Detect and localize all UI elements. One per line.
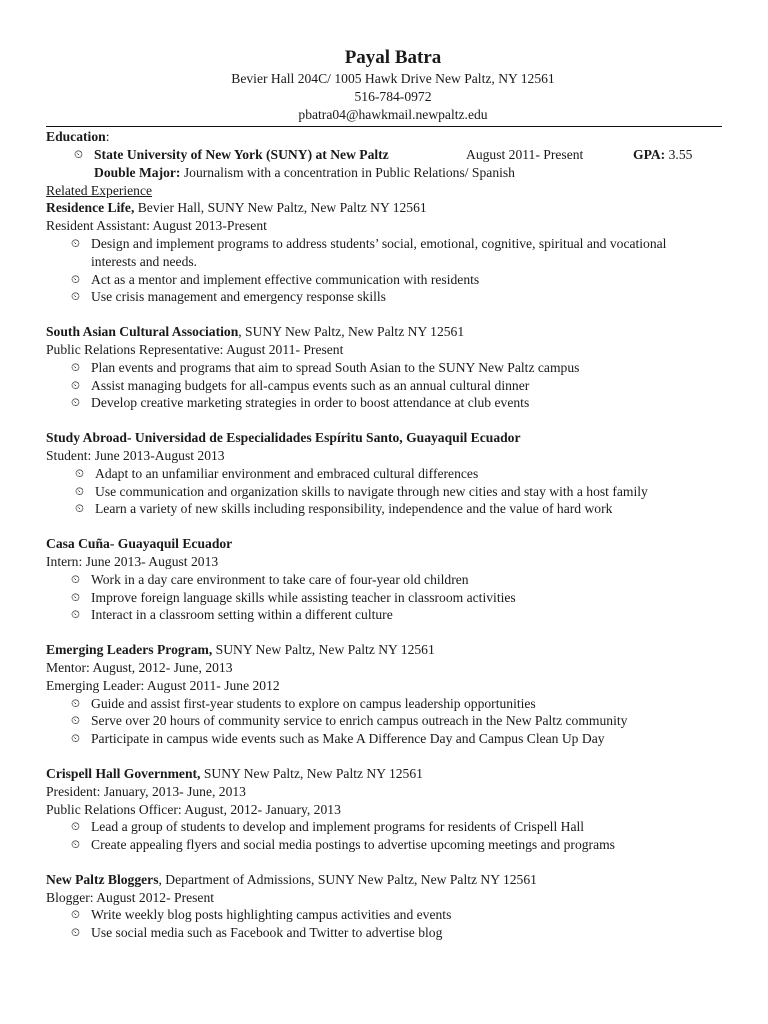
- list-item: [46, 818, 722, 836]
- experience-section: [46, 535, 722, 624]
- bullet-text: Create appealing flyers and social media postings to advertise upcoming meetings and programs: [91, 837, 615, 853]
- section-spacer: [46, 748, 722, 765]
- experience-role: Emerging Leader: August 2011- June 2012: [46, 677, 280, 693]
- experience-org-line: [46, 871, 722, 889]
- related-experience-heading: Related Experience: [46, 182, 153, 198]
- bullet-text: Use communication and organization skills to navigate through new cities and stay with a host family: [95, 483, 648, 499]
- experience-bullets: [46, 695, 722, 748]
- bullet-text: Plan events and programs that aim to spread South Asian to the SUNY New Paltz campus: [91, 359, 580, 375]
- education-school-row: [46, 146, 722, 164]
- bullet-text: Use crisis management and emergency response skills: [91, 289, 386, 305]
- experience-role: Public Relations Representative: August 2011- Present: [46, 341, 344, 357]
- section-spacer: [46, 854, 722, 871]
- experience-role: Resident Assistant: August 2013-Present: [46, 218, 267, 234]
- bullet-text: Act as a mentor and implement effective communication with residents: [91, 271, 480, 287]
- clock-icon: ⏲: [71, 271, 80, 286]
- bullet-text: Develop creative marketing strategies in order to boost attendance at club events: [91, 395, 530, 411]
- experience-section: [46, 323, 722, 412]
- section-spacer: [46, 306, 722, 323]
- bullet-text: Adapt to an unfamiliar environment and embraced cultural differences: [95, 465, 479, 481]
- bullet-text: Serve over 20 hours of community service to enrich campus outreach in the New Paltz community: [91, 713, 628, 729]
- education-dates: August 2011- Present: [466, 146, 584, 162]
- clock-icon: ⏲: [74, 146, 83, 161]
- header-divider: [46, 126, 722, 127]
- experience-org: Casa Cuña- Guayaquil Ecuador: [46, 536, 233, 552]
- clock-icon: ⏲: [71, 713, 80, 728]
- list-item: [46, 589, 722, 607]
- experience-role: Public Relations Officer: August, 2012- January, 2013: [46, 801, 341, 817]
- experience-location: , SUNY New Paltz, New Paltz NY 12561: [238, 324, 465, 340]
- experience-role: Mentor: August, 2012- June, 2013: [46, 659, 233, 675]
- clock-icon: ⏲: [71, 731, 80, 746]
- clock-icon: ⏲: [71, 907, 80, 922]
- experience-org-line: [46, 765, 722, 783]
- experience-location: SUNY New Paltz, New Paltz NY 12561: [212, 642, 435, 658]
- list-item: [46, 465, 722, 483]
- section-spacer: [46, 624, 722, 641]
- experience-org: South Asian Cultural Association: [46, 324, 239, 340]
- bullet-text: Improve foreign language skills while assisting teacher in classroom activities: [91, 589, 516, 605]
- list-item: [46, 394, 722, 412]
- experience-org-line: [46, 429, 722, 447]
- education-heading-label: Education: [46, 129, 106, 144]
- clock-icon: ⏲: [75, 465, 84, 480]
- experience-bullets: [46, 818, 722, 854]
- clock-icon: ⏲: [71, 395, 80, 410]
- clock-icon: ⏲: [71, 377, 80, 392]
- list-item: [46, 924, 722, 942]
- bullet-text: Learn a variety of new skills including responsibility, independence and the value of hard work: [95, 501, 613, 517]
- bullet-text: Assist managing budgets for all-campus events such as an annual cultural dinner: [91, 377, 530, 393]
- experience-bullets: [46, 465, 722, 518]
- clock-icon: ⏲: [71, 589, 80, 604]
- clock-icon: ⏲: [71, 695, 80, 710]
- bullet-text: Work in a day care environment to take care of four-year old children: [91, 571, 469, 587]
- education-major-row: [46, 164, 722, 182]
- experience-section: [46, 199, 722, 306]
- list-item: [46, 836, 722, 854]
- bullet-text: Guide and assist first-year students to explore on campus leadership opportunities: [91, 695, 536, 711]
- clock-icon: ⏲: [71, 289, 80, 304]
- list-item: [46, 606, 722, 624]
- list-item: [46, 906, 722, 924]
- resume-header: [46, 46, 722, 124]
- experience-org-line: [46, 641, 722, 659]
- experience-org: New Paltz Bloggers: [46, 871, 159, 887]
- list-item: [46, 377, 722, 395]
- list-item: [46, 571, 722, 589]
- clock-icon: ⏲: [71, 235, 80, 250]
- major-label: Double Major:: [94, 164, 181, 180]
- clock-icon: ⏲: [71, 925, 80, 940]
- list-item: [46, 730, 722, 748]
- experience-location: Bevier Hall, SUNY New Paltz, New Paltz NY 12561: [134, 200, 427, 216]
- experience-section: [46, 765, 722, 854]
- bullet-text: Design and implement programs to address students’ social, emotional, cognitive, spiritual and vocational interests and needs.: [91, 235, 667, 269]
- school-name: State University of New York (SUNY) at New Paltz: [94, 146, 389, 162]
- experience-location: SUNY New Paltz, New Paltz NY 12561: [200, 765, 423, 781]
- address: Bevier Hall 204C/ 1005 Hawk Drive New Paltz, NY 12561: [231, 71, 555, 86]
- resume-page: [46, 46, 722, 942]
- education-heading: [46, 128, 722, 146]
- experience-section: [46, 871, 722, 942]
- bullet-text: Use social media such as Facebook and Twitter to advertise blog: [91, 925, 443, 941]
- list-item: [46, 359, 722, 377]
- list-item: [46, 500, 722, 518]
- list-item: [46, 235, 671, 271]
- clock-icon: ⏲: [75, 483, 84, 498]
- clock-icon: ⏲: [71, 571, 80, 586]
- experience-role: President: January, 2013- June, 2013: [46, 783, 246, 799]
- clock-icon: ⏲: [71, 607, 80, 622]
- list-item: [46, 271, 722, 289]
- major-value: Journalism with a concentration in Public Relations/ Spanish: [180, 164, 515, 180]
- section-spacer: [46, 518, 722, 535]
- list-item: [46, 695, 722, 713]
- experience-org: Residence Life,: [46, 200, 135, 216]
- list-item: [46, 712, 722, 730]
- gpa-label: GPA:: [633, 146, 666, 162]
- experience-bullets: [46, 235, 722, 306]
- clock-icon: ⏲: [71, 359, 80, 374]
- phone-number: 516-784-0972: [354, 89, 432, 104]
- education-heading-colon: :: [105, 129, 110, 144]
- bullet-text: Participate in campus wide events such as Make A Difference Day and Campus Clean Up Day: [91, 731, 605, 747]
- experience-role: Blogger: August 2012- Present: [46, 889, 215, 905]
- bullet-text: Write weekly blog posts highlighting campus activities and events: [91, 907, 452, 923]
- bullet-text: Interact in a classroom setting within a different culture: [91, 607, 393, 623]
- list-item: [46, 483, 722, 501]
- candidate-name: Payal Batra: [344, 47, 442, 68]
- experience-org: Study Abroad- Universidad de Especialidades Espíritu Santo, Guayaquil Ecuador: [46, 430, 521, 446]
- experience-section: [46, 641, 722, 748]
- experience-location: , Department of Admissions, SUNY New Paltz, New Paltz NY 12561: [158, 871, 537, 887]
- email-address: pbatra04@hawkmail.newpaltz.edu: [298, 107, 488, 122]
- experience-bullets: [46, 571, 722, 624]
- experience-org-line: [46, 323, 722, 341]
- list-item: [46, 288, 722, 306]
- experience-role: Intern: June 2013- August 2013: [46, 553, 219, 569]
- experience-bullets: [46, 359, 722, 412]
- experience-org: Emerging Leaders Program,: [46, 642, 213, 658]
- experience-section: [46, 429, 722, 518]
- clock-icon: ⏲: [71, 819, 80, 834]
- experience-bullets: [46, 906, 722, 942]
- gpa-value: 3.55: [665, 146, 693, 162]
- experience-org: Crispell Hall Government,: [46, 765, 201, 781]
- experience-org-line: [46, 535, 722, 553]
- clock-icon: ⏲: [75, 501, 84, 516]
- bullet-text: Lead a group of students to develop and implement programs for residents of Crispell Hall: [91, 819, 585, 835]
- clock-icon: ⏲: [71, 837, 80, 852]
- experience-org-line: [46, 199, 722, 217]
- experience-role: Student: June 2013-August 2013: [46, 447, 225, 463]
- section-spacer: [46, 412, 722, 429]
- gpa: [633, 146, 692, 164]
